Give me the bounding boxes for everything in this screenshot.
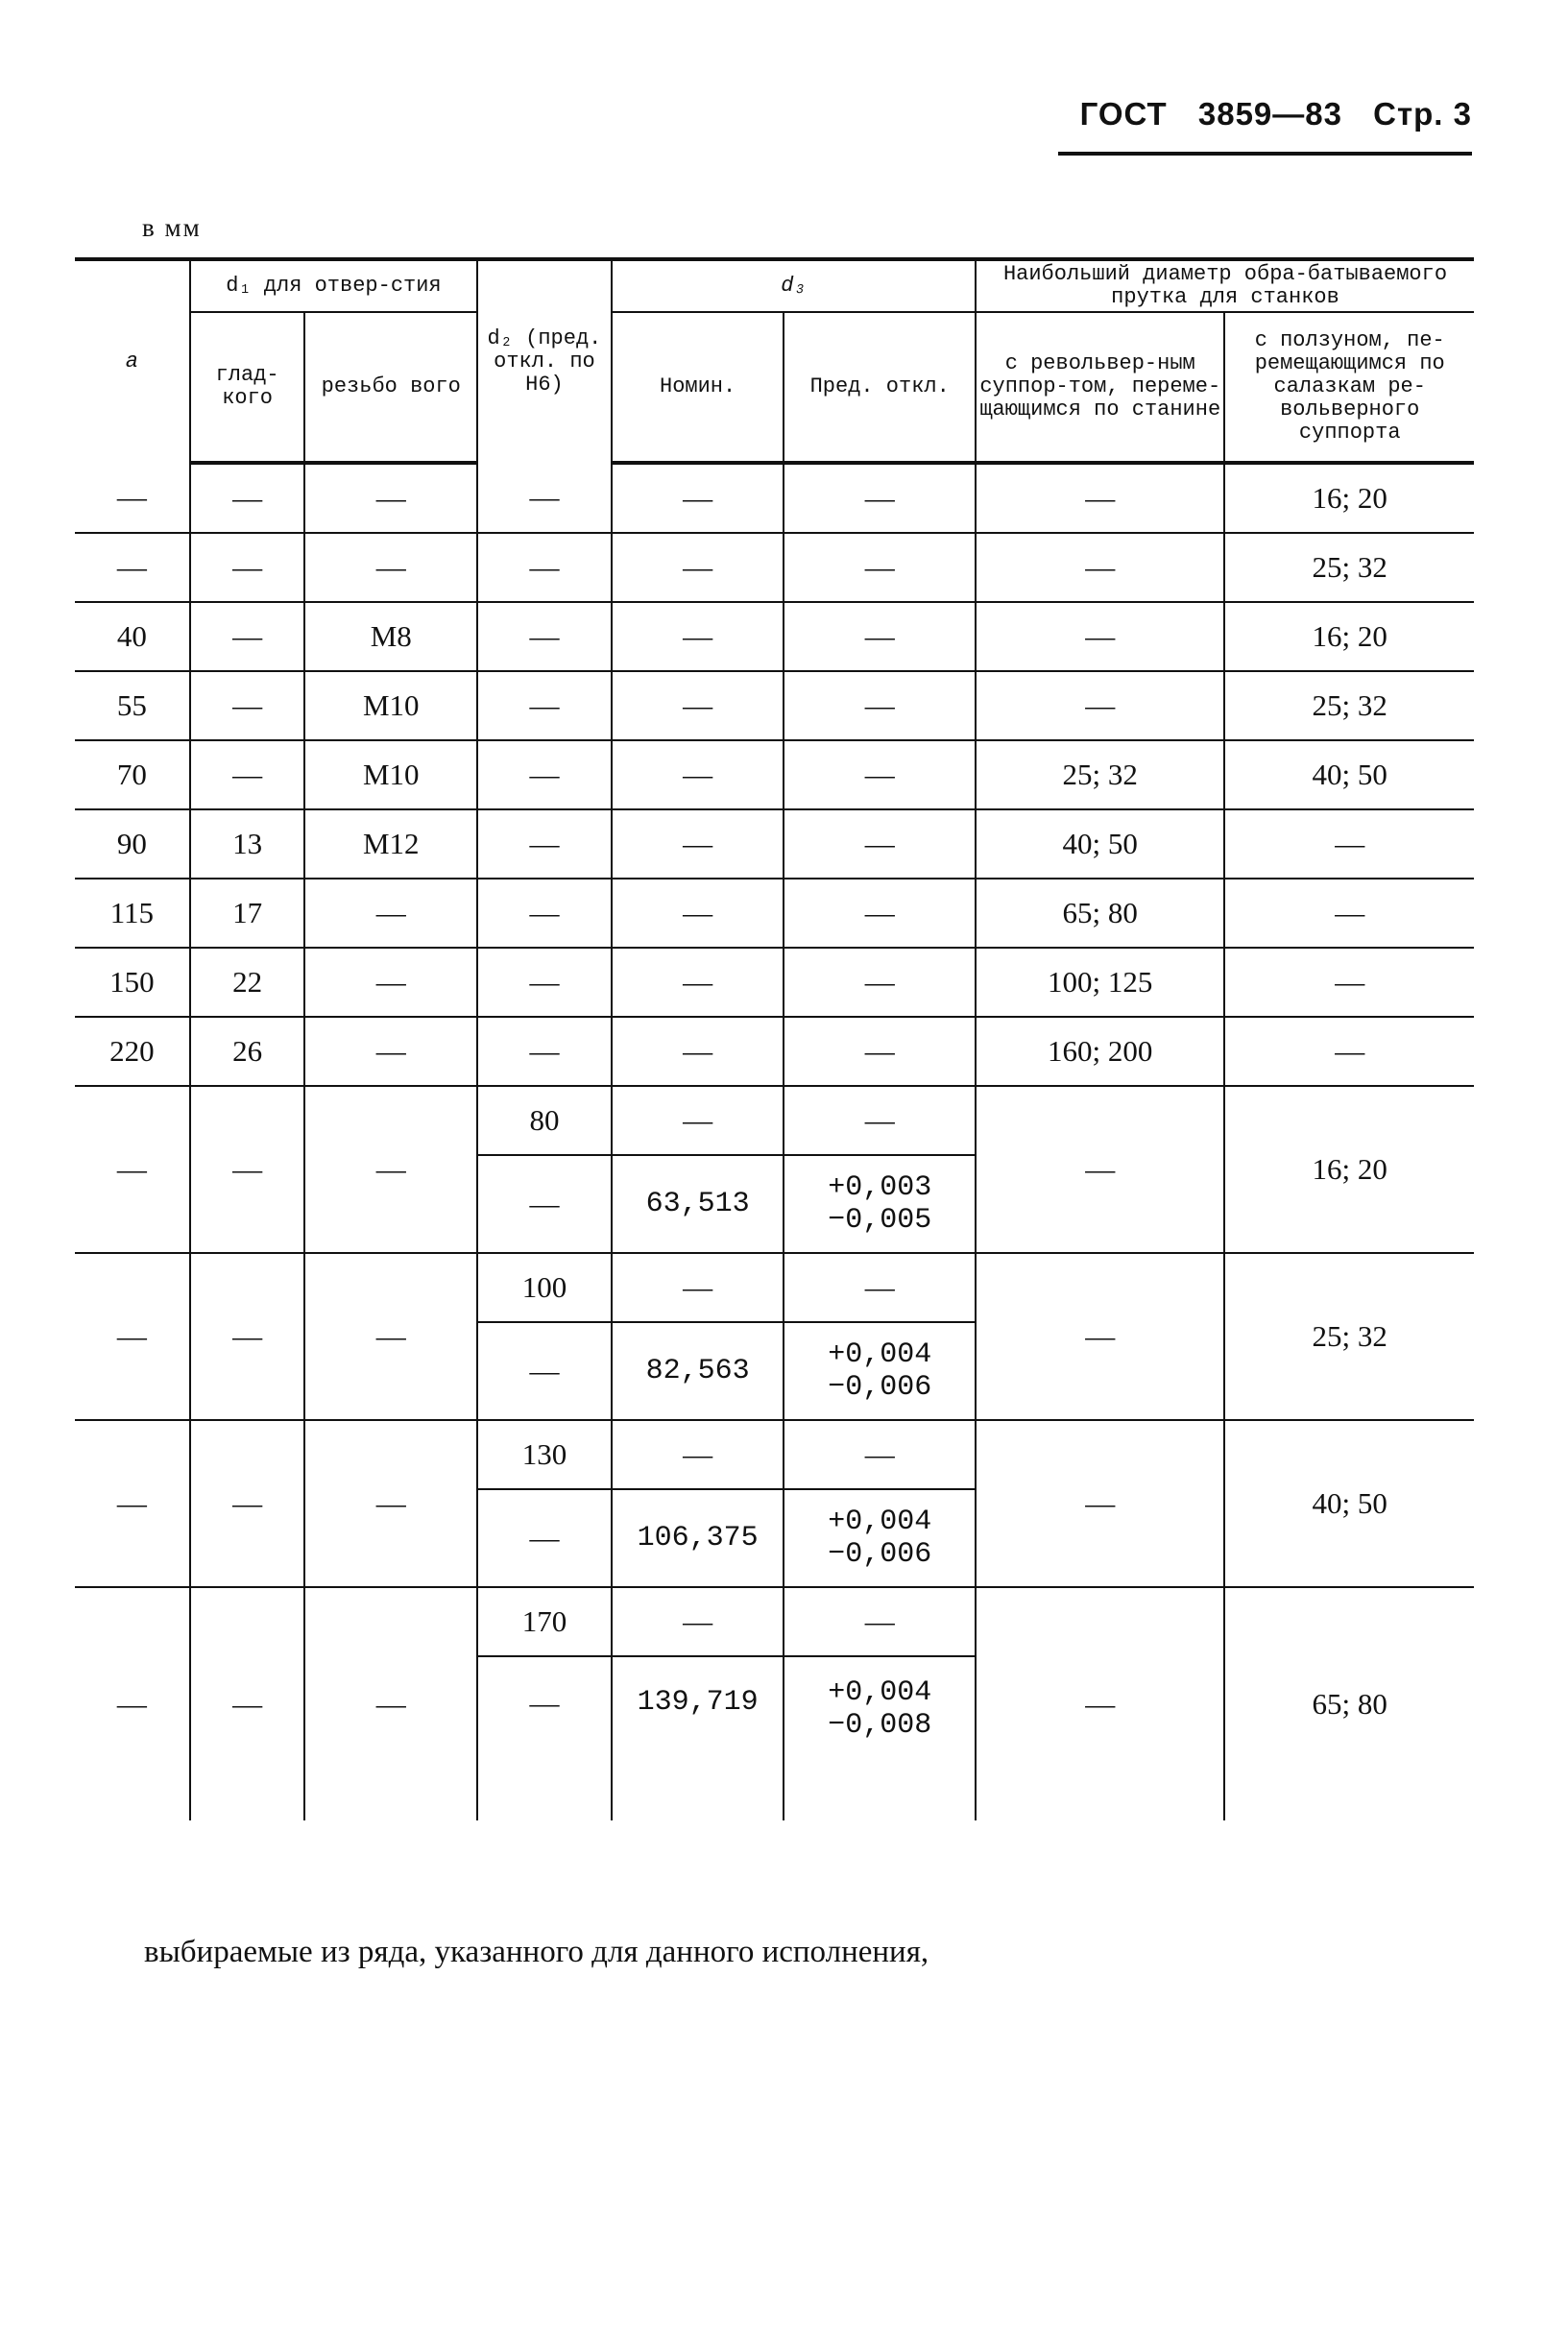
cell: 13 bbox=[190, 809, 305, 879]
cell: M12 bbox=[304, 809, 477, 879]
cell: — bbox=[784, 1253, 976, 1322]
table-row bbox=[75, 1420, 1474, 1489]
cell: — bbox=[477, 740, 612, 809]
cell: — bbox=[304, 533, 477, 602]
cell: — bbox=[612, 879, 784, 948]
cell: — bbox=[304, 1086, 477, 1253]
cell: 130 bbox=[477, 1420, 612, 1489]
cell: — bbox=[477, 463, 612, 533]
cell: 150 bbox=[75, 948, 190, 1017]
cell: — bbox=[477, 602, 612, 671]
cell: — bbox=[976, 602, 1224, 671]
cell: 25; 32 bbox=[1224, 1253, 1474, 1420]
cell: 40; 50 bbox=[1224, 1420, 1474, 1587]
cell: — bbox=[304, 879, 477, 948]
cell: — bbox=[477, 879, 612, 948]
cell: 25; 32 bbox=[1224, 671, 1474, 740]
page-number: Стр. 3 bbox=[1373, 96, 1472, 132]
cell: — bbox=[190, 1086, 305, 1253]
tol-minus: −0,006 bbox=[828, 1538, 932, 1571]
cell: — bbox=[304, 1017, 477, 1086]
table-row bbox=[75, 1017, 1474, 1086]
cell: M10 bbox=[304, 740, 477, 809]
cell: 65; 80 bbox=[976, 879, 1224, 948]
cell: 100 bbox=[477, 1253, 612, 1322]
cell: — bbox=[976, 1587, 1224, 1820]
cell: — bbox=[976, 1253, 1224, 1420]
table-row bbox=[75, 463, 1474, 533]
cell: 25; 32 bbox=[976, 740, 1224, 809]
cell: — bbox=[1224, 879, 1474, 948]
cell: — bbox=[190, 671, 305, 740]
cell: 25; 32 bbox=[1224, 533, 1474, 602]
col-d1-smooth: глад-кого bbox=[190, 312, 305, 463]
cell: 106,375 bbox=[612, 1489, 784, 1587]
standard-number: 3859—83 bbox=[1197, 96, 1342, 132]
cell: — bbox=[75, 1086, 190, 1253]
header-rule bbox=[1058, 152, 1472, 156]
tol-plus: +0,004 bbox=[828, 1338, 932, 1371]
table-row bbox=[75, 948, 1474, 1017]
cell: — bbox=[784, 1587, 976, 1656]
cell: — bbox=[612, 463, 784, 533]
table-row bbox=[75, 740, 1474, 809]
table-row bbox=[75, 1253, 1474, 1322]
cell: — bbox=[612, 671, 784, 740]
cell: 90 bbox=[75, 809, 190, 879]
tol-minus: −0,006 bbox=[828, 1371, 932, 1404]
cell: — bbox=[190, 1420, 305, 1587]
cell: — bbox=[190, 1253, 305, 1420]
cell: — bbox=[784, 948, 976, 1017]
cell: — bbox=[304, 1253, 477, 1420]
cell: — bbox=[784, 602, 976, 671]
cell: 139,719 bbox=[612, 1656, 784, 1820]
cell: — bbox=[612, 1420, 784, 1489]
table-row bbox=[75, 879, 1474, 948]
cell: — bbox=[976, 533, 1224, 602]
page-header bbox=[1059, 96, 1472, 133]
table-row bbox=[75, 1086, 1474, 1155]
cell: 100; 125 bbox=[976, 948, 1224, 1017]
cell: — bbox=[612, 1253, 784, 1322]
cell: — bbox=[784, 1420, 976, 1489]
cell: — bbox=[190, 602, 305, 671]
cell: — bbox=[477, 533, 612, 602]
cell: — bbox=[612, 740, 784, 809]
cell: — bbox=[612, 533, 784, 602]
cell: — bbox=[612, 602, 784, 671]
cell: 16; 20 bbox=[1224, 463, 1474, 533]
cell: — bbox=[784, 879, 976, 948]
table-row bbox=[75, 602, 1474, 671]
cell: — bbox=[612, 1587, 784, 1656]
cell: 26 bbox=[190, 1017, 305, 1086]
cell: — bbox=[304, 1420, 477, 1587]
cell: 82,563 bbox=[612, 1322, 784, 1420]
tol-minus: −0,008 bbox=[828, 1709, 932, 1742]
table-row bbox=[75, 809, 1474, 879]
cell: — bbox=[477, 809, 612, 879]
col-d3: d₃ bbox=[612, 259, 976, 312]
cell: — bbox=[784, 1086, 976, 1155]
cell: 40; 50 bbox=[976, 809, 1224, 879]
cell: 220 bbox=[75, 1017, 190, 1086]
cell: — bbox=[784, 1017, 976, 1086]
col-max-revolver: с револьвер-ным суппор-том, переме-щающимся по станине bbox=[976, 312, 1224, 463]
col-d1-thread: резьбо вого bbox=[304, 312, 477, 463]
cell: 40; 50 bbox=[1224, 740, 1474, 809]
cell: 63,513 bbox=[612, 1155, 784, 1253]
table-row bbox=[75, 671, 1474, 740]
col-d3-nom: Номин. bbox=[612, 312, 784, 463]
cell: 55 bbox=[75, 671, 190, 740]
cell: — bbox=[976, 1086, 1224, 1253]
cell: — bbox=[116, 1687, 147, 1721]
tolerance-cell bbox=[784, 1322, 976, 1420]
tol-plus: +0,003 bbox=[828, 1171, 932, 1204]
cell: — bbox=[784, 740, 976, 809]
cell: — bbox=[304, 1587, 477, 1820]
footer-text: выбираемые из ряда, указанного для данного исполнения, bbox=[144, 1935, 929, 1969]
cell: 115 bbox=[75, 879, 190, 948]
dimensions-table bbox=[75, 257, 1474, 1820]
cell: — bbox=[190, 1587, 305, 1820]
cell: — bbox=[477, 1489, 612, 1587]
col-d3-tol: Пред. откл. bbox=[784, 312, 976, 463]
tolerance-cell bbox=[784, 1155, 976, 1253]
cell: — bbox=[190, 740, 305, 809]
standard-label: ГОСТ bbox=[1079, 96, 1168, 132]
units-label: в мм bbox=[142, 213, 202, 242]
cell: 22 bbox=[190, 948, 305, 1017]
cell: — bbox=[190, 463, 305, 533]
cell: — bbox=[1224, 948, 1474, 1017]
cell: — bbox=[784, 533, 976, 602]
cell: — bbox=[976, 671, 1224, 740]
tol-plus: +0,004 bbox=[828, 1676, 932, 1709]
cell: — bbox=[976, 463, 1224, 533]
table-row bbox=[75, 533, 1474, 602]
tolerance-cell bbox=[784, 1656, 976, 1820]
cell: — bbox=[784, 463, 976, 533]
cell: 16; 20 bbox=[1224, 1086, 1474, 1253]
col-d2: d₂ (пред. откл. по H6) bbox=[477, 259, 612, 463]
cell: — bbox=[976, 1420, 1224, 1587]
cell: 160; 200 bbox=[976, 1017, 1224, 1086]
cell: — bbox=[612, 1086, 784, 1155]
col-a: a bbox=[75, 259, 190, 463]
cell: — bbox=[75, 1420, 190, 1587]
cell: 16; 20 bbox=[1224, 602, 1474, 671]
cell: M10 bbox=[304, 671, 477, 740]
tol-minus: −0,005 bbox=[828, 1204, 932, 1237]
cell: 80 bbox=[477, 1086, 612, 1155]
cell: — bbox=[304, 463, 477, 533]
cell: M8 bbox=[304, 602, 477, 671]
cell: — bbox=[1224, 809, 1474, 879]
cell: — bbox=[477, 1322, 612, 1420]
tol-plus: +0,004 bbox=[828, 1506, 932, 1538]
col-max-bar: Наибольший диаметр обра-батываемого прутка для станков bbox=[976, 259, 1474, 312]
cell: 65; 80 bbox=[1224, 1587, 1474, 1820]
cell: — bbox=[75, 1253, 190, 1420]
cell: — bbox=[477, 1656, 612, 1820]
cell: — bbox=[75, 533, 190, 602]
cell: — bbox=[612, 809, 784, 879]
cell: — bbox=[477, 1155, 612, 1253]
col-max-slide: с ползуном, пе-ремещающимся по салазкам ре-вольверного суппорта bbox=[1224, 312, 1474, 463]
tolerance-cell bbox=[784, 1489, 976, 1587]
cell: — bbox=[612, 948, 784, 1017]
cell: 170 bbox=[477, 1587, 612, 1656]
table-row bbox=[75, 1587, 1474, 1656]
cell: — bbox=[75, 463, 190, 533]
cell: — bbox=[477, 671, 612, 740]
cell: — bbox=[477, 948, 612, 1017]
cell: — bbox=[784, 671, 976, 740]
cell: — bbox=[190, 533, 305, 602]
cell: — bbox=[784, 809, 976, 879]
cell: 70 bbox=[75, 740, 190, 809]
col-d1: d₁ для отвер-стия bbox=[190, 259, 477, 312]
cell: — bbox=[304, 948, 477, 1017]
cell: — bbox=[1224, 1017, 1474, 1086]
cell: 40 bbox=[75, 602, 190, 671]
cell: — bbox=[477, 1017, 612, 1086]
cell: 17 bbox=[190, 879, 305, 948]
cell: — bbox=[612, 1017, 784, 1086]
